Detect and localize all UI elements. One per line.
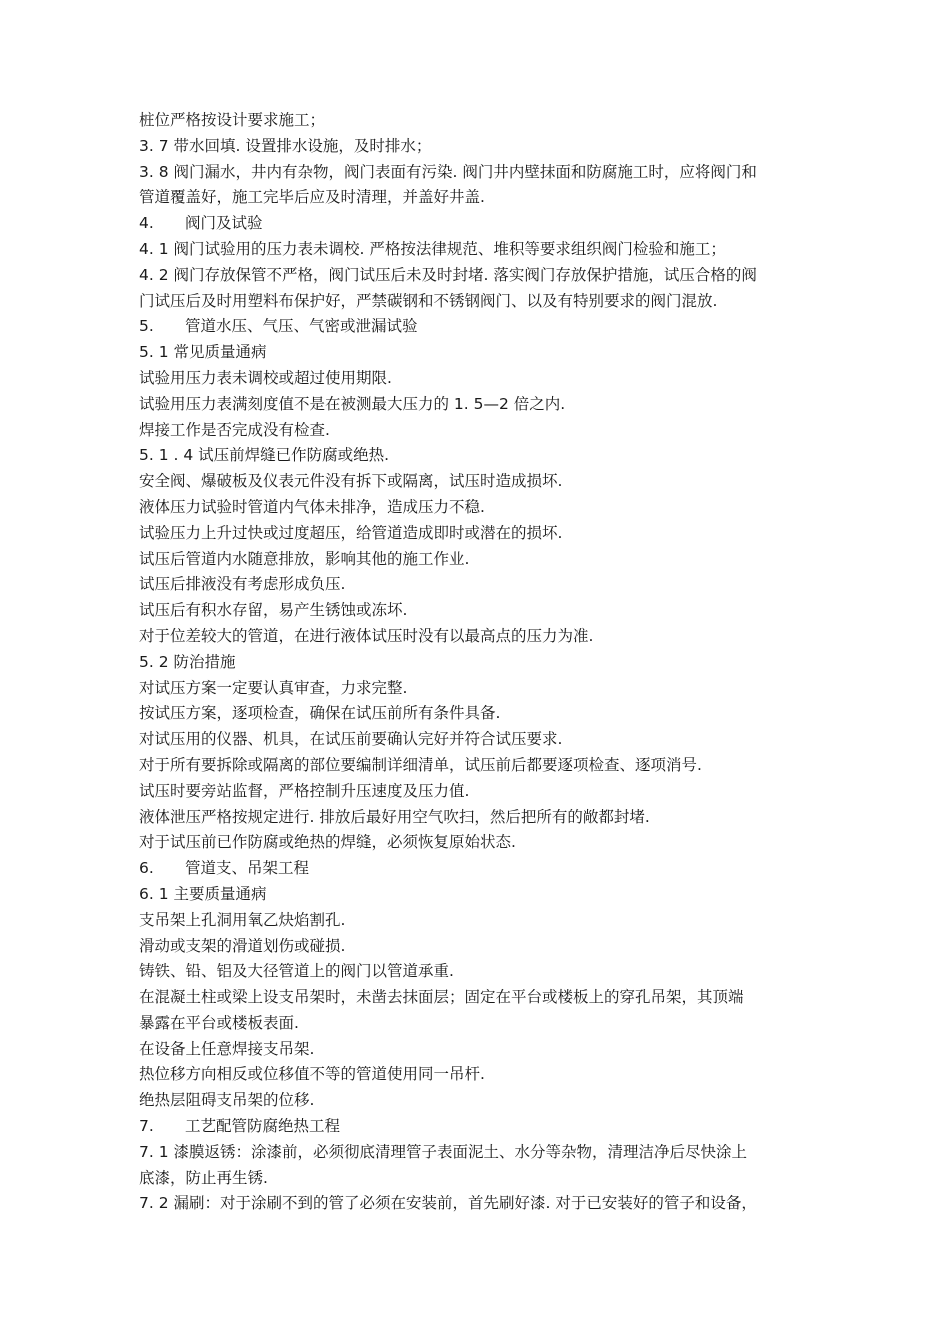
text-line: 试压后管道内水随意排放，影响其他的施工作业.	[139, 549, 470, 568]
text-line: 4. 1 阀门试验用的压力表未调校. 严格按法律规范、堆积等要求组织阀门检验和施工；	[139, 239, 726, 258]
text-line: 试验用压力表满刻度值不是在被测最大压力的 1. 5—2 倍之内.	[139, 394, 566, 413]
section-title: 阀门及试验	[185, 214, 263, 233]
text-line: 4. 2 阀门存放保管不严格，阀门试压后未及时封堵. 落实阀门存放保护措施，试压合格的阀	[139, 265, 757, 284]
text-line: 安全阀、爆破板及仪表元件没有拆下或隔离，试压时造成损坏.	[139, 472, 563, 491]
text-line: 试验用压力表未调校或超过使用期限.	[139, 368, 392, 387]
text-line: 对于所有要拆除或隔离的部位要编制详细清单，试压前后都要逐项检查、逐项消号.	[139, 755, 702, 774]
text-line: 焊接工作是否完成没有检查.	[139, 420, 330, 439]
section-heading	[139, 1114, 819, 1140]
text-line: 对于试压前已作防腐或绝热的焊缝，必须恢复原始状态.	[139, 833, 516, 852]
text-line: 滑动或支架的滑道划伤或碰损.	[139, 936, 346, 955]
section-number: 4.	[139, 214, 154, 233]
text-line: 液体压力试验时管道内气体未排净，造成压力不稳.	[139, 497, 485, 516]
text-line: 对于位差较大的管道，在进行液体试压时没有以最高点的压力为准.	[139, 626, 594, 645]
text-line: 7. 2 漏刷：对于涂刷不到的管了必须在安装前，首先刷好漆. 对于已安装好的管子和设备，	[139, 1194, 757, 1213]
text-line: 热位移方向相反或位移值不等的管道使用同一吊杆.	[139, 1065, 485, 1084]
text-line: 门试压后及时用塑料布保护好，严禁碳钢和不锈钢阀门、以及有特别要求的阀门混放.	[139, 291, 718, 310]
section-title: 工艺配管防腐绝热工程	[185, 1117, 341, 1136]
text-line: 在混凝土柱或梁上设支吊架时，未凿去抹面层；固定在平台或楼板上的穿孔吊架，其顶端	[139, 988, 744, 1007]
text-line: 对试压方案一定要认真审查，力求完整.	[139, 678, 408, 697]
text-line: 管道覆盖好，施工完毕后应及时清理，并盖好井盖.	[139, 188, 485, 207]
text-line: 在设备上任意焊接支吊架.	[139, 1039, 315, 1058]
section-heading	[139, 314, 819, 340]
section-number: 5.	[139, 317, 154, 336]
text-line: 试验压力上升过快或过度超压，给管道造成即时或潜在的损坏.	[139, 523, 563, 542]
text-line: 底漆，防止再生锈.	[139, 1168, 268, 1187]
text-line: 6. 1 主要质量通病	[139, 884, 267, 903]
text-line: 试压时要旁站监督，严格控制升压速度及压力值.	[139, 781, 470, 800]
text-line: 液体泄压严格按规定进行. 排放后最好用空气吹扫，然后把所有的敞都封堵.	[139, 807, 650, 826]
section-title: 管道支、吊架工程	[185, 859, 310, 878]
section-heading	[139, 211, 819, 237]
text-line: 桩位严格按设计要求施工；	[139, 111, 326, 129]
text-line: 3. 7 带水回填. 设置排水设施，及时排水；	[139, 136, 432, 155]
text-line: 暴露在平台或楼板表面.	[139, 1013, 299, 1032]
text-line: 铸铁、铅、铝及大径管道上的阀门以管道承重.	[139, 962, 454, 981]
text-line: 3. 8 阀门漏水，井内有杂物，阀门表面有污染. 阀门井内壁抹面和防腐施工时，应将阀门和	[139, 162, 757, 181]
text-line: 试压后排液没有考虑形成负压.	[139, 575, 346, 594]
section-number: 6.	[139, 859, 154, 878]
section-heading	[139, 856, 819, 882]
text-line: 5. 2 防治措施	[139, 652, 236, 671]
text-line: 按试压方案，逐项检查，确保在试压前所有条件具备.	[139, 704, 501, 723]
text-line: 试压后有积水存留，易产生锈蚀或冻坏.	[139, 601, 408, 620]
text-line: 对试压用的仪器、机具，在试压前要确认完好并符合试压要求.	[139, 730, 563, 749]
text-line: 5. 1 . 4 试压前焊缝已作防腐或绝热.	[139, 446, 390, 465]
text-line: 绝热层阻碍支吊架的位移.	[139, 1091, 315, 1110]
section-number: 7.	[139, 1117, 154, 1136]
text-line: 7. 1 漆膜返锈：涂漆前，必须彻底清理管子表面泥土、水分等杂物，清理洁净后尽快涂上	[139, 1142, 748, 1161]
document-page	[139, 108, 819, 1217]
text-line: 5. 1 常见质量通病	[139, 343, 267, 362]
section-title: 管道水压、气压、气密或泄漏试验	[185, 317, 418, 336]
text-line: 支吊架上孔洞用氧乙炔焰割孔.	[139, 910, 346, 929]
